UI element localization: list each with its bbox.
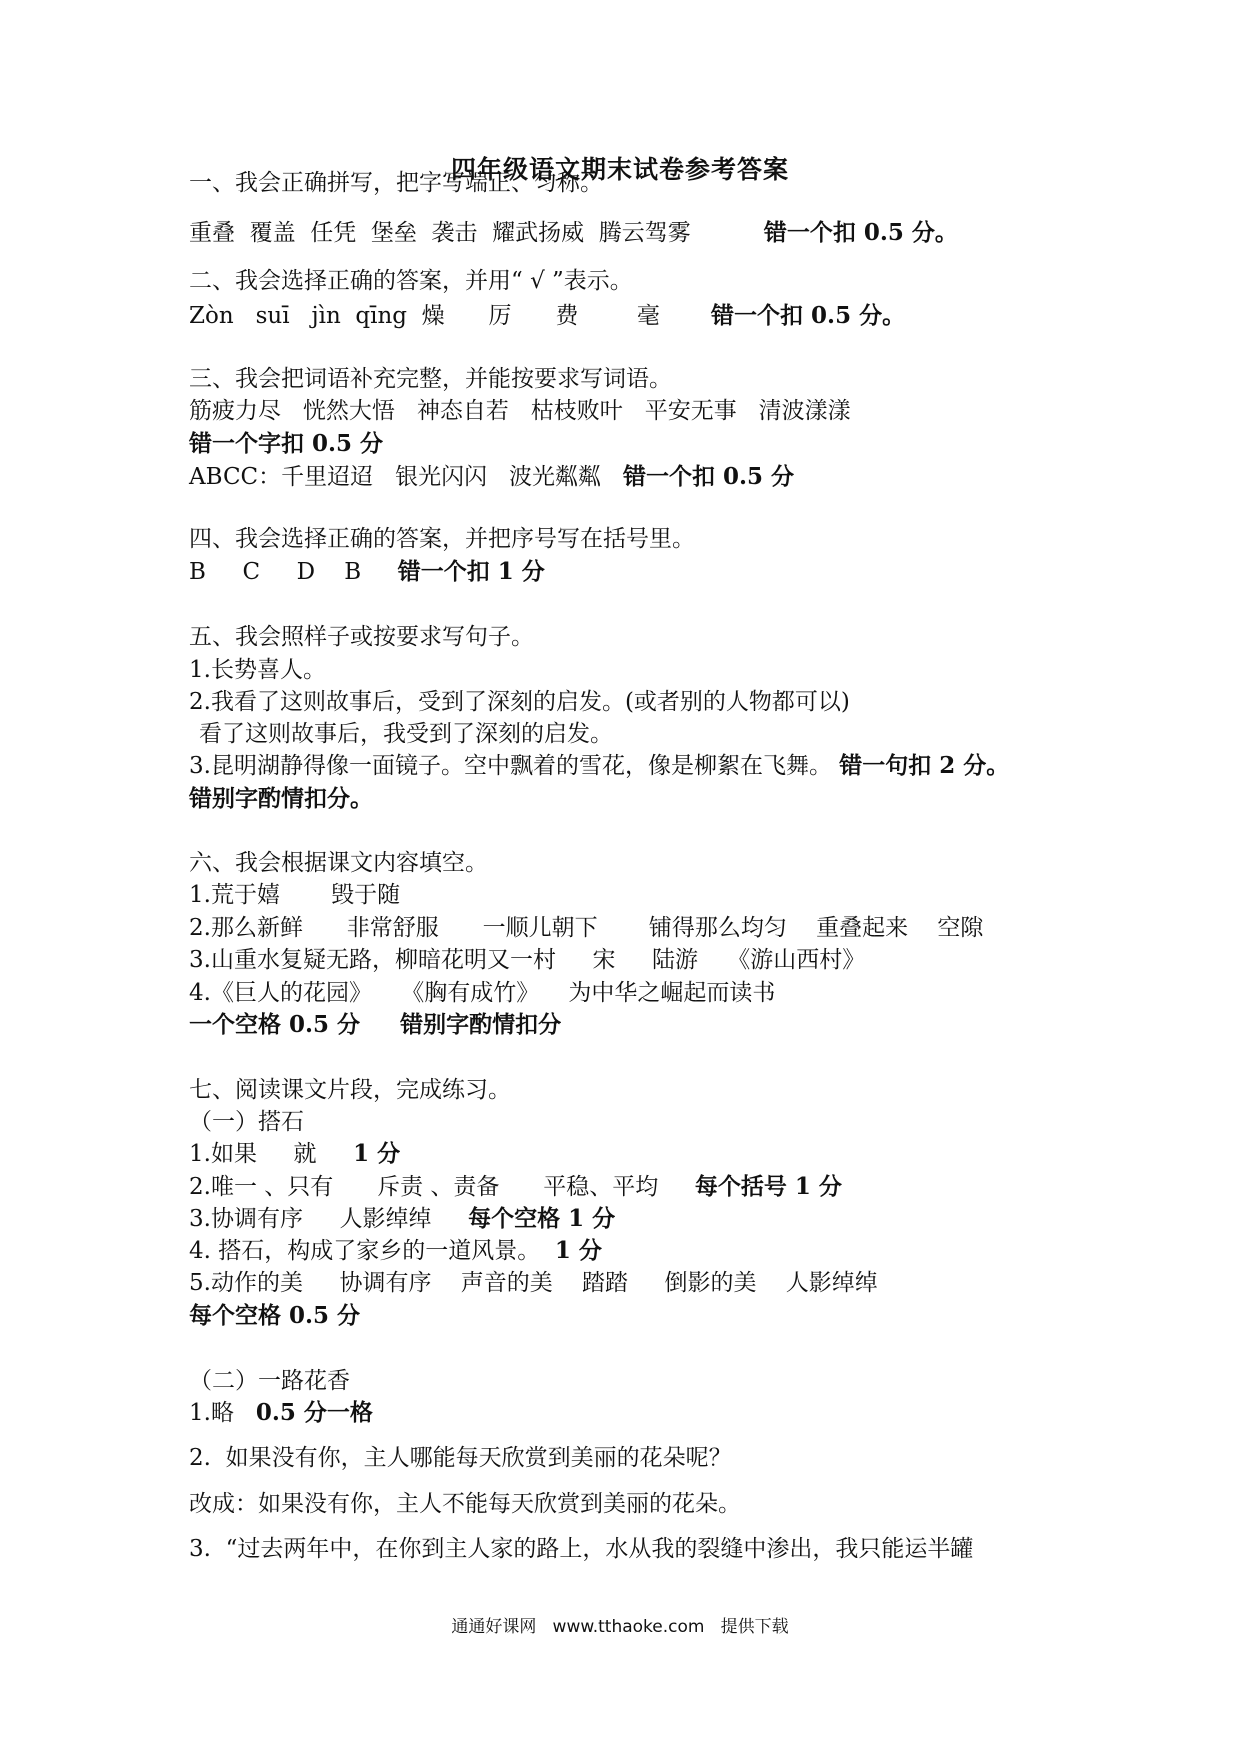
text-line: [189, 1075, 511, 1105]
answer-text: 1.长势喜人。: [189, 657, 326, 683]
text-line: [189, 1139, 400, 1169]
answer-text: Zòn suī jìn qīng 燥 厉 费 毫: [189, 303, 712, 329]
scoring-note: 0.5 分一格: [255, 1399, 373, 1426]
text-line: [189, 218, 958, 248]
text-line: [189, 1398, 373, 1428]
text-line: [199, 719, 613, 749]
text-line: [189, 1010, 561, 1040]
answer-text: 四、我会选择正确的答案，并把序号写在括号里。: [189, 526, 695, 552]
scoring-note: 1 分: [554, 1237, 602, 1264]
answer-text: 一、我会正确拼写，把字写端正、匀称。: [189, 170, 603, 196]
text-line: [189, 168, 603, 198]
text-line: [189, 301, 905, 331]
text-line: [189, 557, 545, 587]
text-line: [189, 687, 850, 717]
text-line: [189, 1172, 842, 1202]
answer-text: 1.荒于嬉 毁于随: [189, 882, 401, 908]
text-line: [189, 913, 983, 943]
text-line: [189, 396, 851, 426]
text-line: [189, 1236, 602, 1266]
text-line: [189, 622, 534, 652]
text-line: [189, 462, 794, 492]
scoring-note: 每个空格 1 分: [468, 1205, 616, 1232]
scoring-note: 错一句扣 2 分。: [839, 752, 1010, 779]
answer-text: 4.《巨人的花园》 《胸有成竹》 为中华之崛起而读书: [189, 980, 776, 1006]
answer-text: 看了这则故事后，我受到了深刻的启发。: [199, 721, 613, 747]
scoring-note: 错一个扣 0.5 分。: [763, 219, 958, 246]
scoring-note: 错一个扣 0.5 分: [622, 463, 794, 490]
text-line: [189, 429, 383, 459]
answer-text: 2. 如果没有你，主人哪能每天欣赏到美丽的花朵呢？: [189, 1445, 732, 1471]
answer-text: 筋疲力尽 恍然大悟 神态自若 枯枝败叶 平安无事 清波漾漾: [189, 398, 851, 424]
text-line: [189, 1366, 350, 1396]
scoring-note: 错一个扣 0.5 分。: [711, 302, 906, 329]
answer-text: （二）一路花香: [189, 1368, 350, 1394]
text-line: [189, 1107, 304, 1137]
text-line: [189, 1301, 360, 1331]
answer-text: B C D B: [189, 559, 398, 585]
answer-text: 七、阅读课文片段，完成练习。: [189, 1077, 511, 1103]
answer-text: 3.山重水复疑无路，柳暗花明又一村 宋 陆游 《游山西村》: [189, 947, 866, 973]
text-line: [189, 880, 400, 910]
answer-text: 3.昆明湖静得像一面镜子。空中飘着的雪花，像是柳絮在飞舞。: [189, 753, 840, 779]
answer-text: 4. 搭石，构成了家乡的一道风景。: [189, 1238, 555, 1264]
answer-text: 2.那么新鲜 非常舒服 一顺儿朝下 铺得那么均匀 重叠起来 空隙: [189, 915, 984, 941]
scoring-note: 错一个字扣 0.5 分: [189, 430, 384, 457]
answer-text: 重叠 覆盖 任凭 堡垒 袭击 耀武扬威 腾云驾雾: [189, 220, 764, 246]
text-line: [189, 1443, 732, 1473]
scoring-note: 错一个扣 1 分: [397, 558, 545, 585]
scoring-note: 一个空格 0.5 分 错别字酌情扣分: [189, 1011, 562, 1038]
scoring-note: 每个括号 1 分: [694, 1173, 842, 1200]
text-line: [189, 266, 633, 296]
answer-text: 1.如果 就: [189, 1141, 354, 1167]
scoring-note: 每个空格 0.5 分: [189, 1302, 361, 1329]
answer-text: 三、我会把词语补充完整，并能按要求写词语。: [189, 366, 672, 392]
text-line: [189, 1268, 878, 1298]
answer-text: 五、我会照样子或按要求写句子。: [189, 624, 534, 650]
answer-text: 3. “过去两年中，在你到主人家的路上，水从我的裂缝中渗出，我只能运半罐: [189, 1536, 974, 1562]
answer-text: 5.动作的美 协调有序 声音的美 踏踏 倒影的美 人影绰绰: [189, 1270, 878, 1296]
answer-text: 六、我会根据课文内容填空。: [189, 850, 488, 876]
text-line: [189, 751, 1009, 781]
text-line: [189, 978, 775, 1008]
answer-text: 3.协调有序 人影绰绰: [189, 1206, 469, 1232]
answer-text: 2.我看了这则故事后，受到了深刻的启发。(或者别的人物都可以): [189, 689, 850, 715]
scoring-note: 1 分: [353, 1140, 401, 1167]
answer-text: 二、我会选择正确的答案，并用“ √ ”表示。: [189, 268, 633, 294]
answer-text: 2.唯一 、只有 斥责 、责备 平稳、平均: [189, 1174, 695, 1200]
answer-text: 改成：如果没有你，主人不能每天欣赏到美丽的花朵。: [189, 1491, 741, 1517]
text-line: [189, 1204, 615, 1234]
footer-text: 通通好课网 www.tthaoke.com 提供下载: [451, 1617, 789, 1637]
scoring-note: 错别字酌情扣分。: [189, 785, 373, 812]
page-title: 四年级语文期末试卷参考答案: [450, 155, 789, 184]
answer-text: （一）搭石: [189, 1109, 304, 1135]
answer-text: 1.略: [189, 1400, 256, 1426]
text-line: [189, 784, 373, 814]
text-line: [189, 364, 672, 394]
answer-text: ABCC：千里迢迢 银光闪闪 波光粼粼: [189, 464, 623, 490]
text-line: [189, 524, 695, 554]
text-line: [189, 655, 326, 685]
text-line: [189, 1534, 973, 1564]
text-line: [189, 945, 865, 975]
text-line: [189, 848, 488, 878]
text-line: [189, 1489, 741, 1519]
